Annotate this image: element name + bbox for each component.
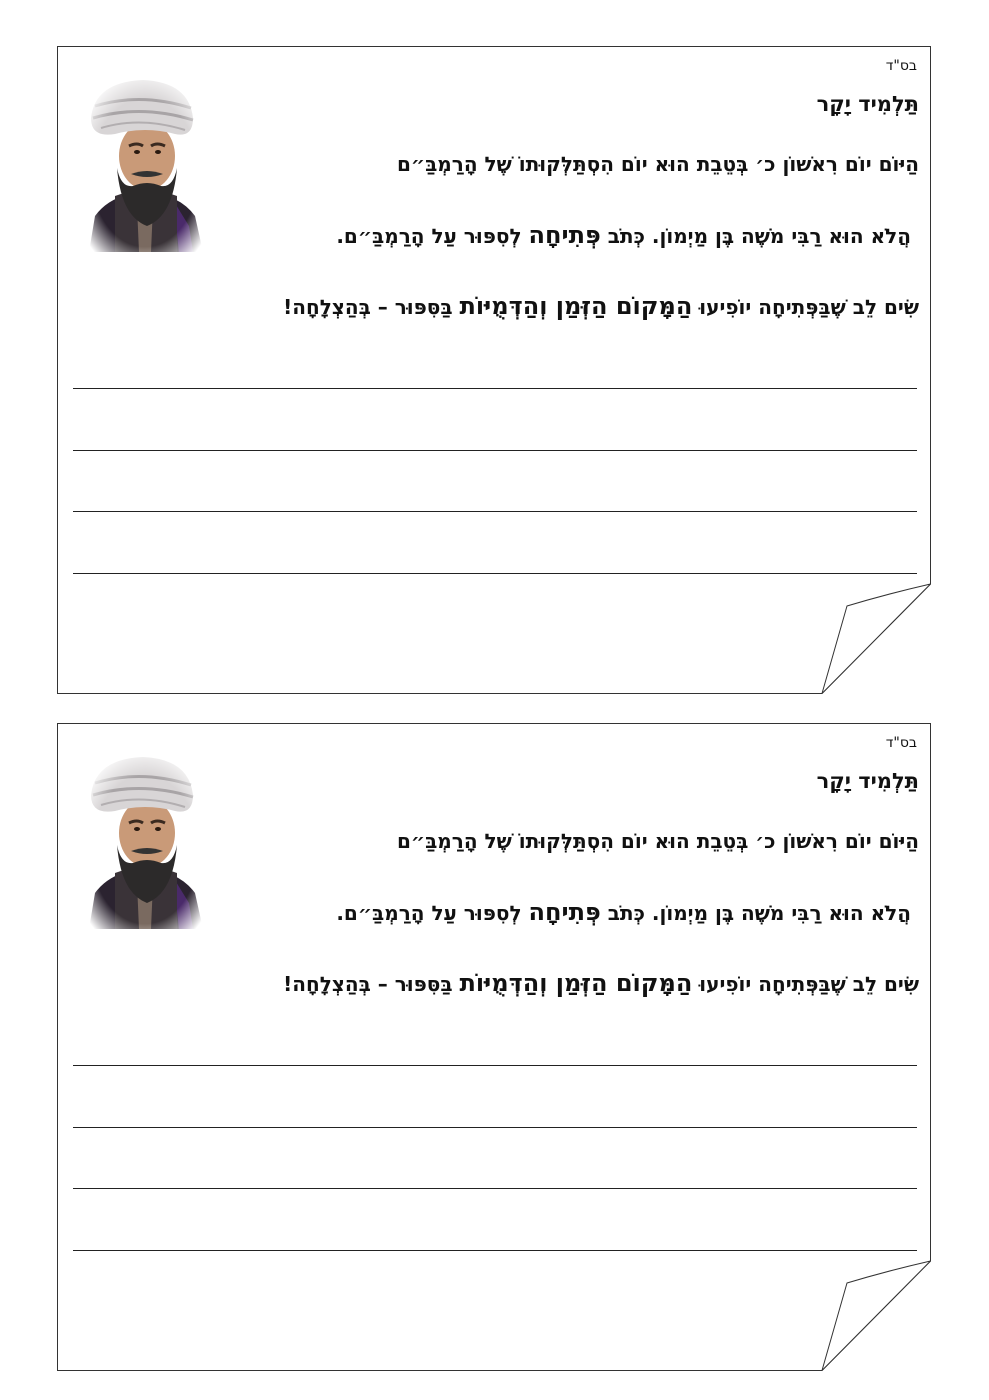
writing-line[interactable] (73, 1065, 917, 1066)
worksheet-card-1 (57, 46, 931, 694)
writing-line[interactable] (73, 1250, 917, 1251)
instruction-line-3: שִׂים לֵב שֶׁבַּפְּתִיחָה יוֹפִיעוּ הַמָּקוֹם הַזְּמַן וְהַדְּמֻיּוֹת בַּסִּפּוּר – בְּהַצְלָחָה! (283, 292, 919, 320)
rambam-portrait-icon (81, 753, 209, 929)
greeting-title: תַּלְמִיד יָקָר (816, 769, 919, 793)
writing-line[interactable] (73, 1188, 917, 1189)
writing-line[interactable] (73, 388, 917, 389)
instruction-line-1: הַיּוֹם יוֹם רִאשׁוֹן כ׳ בְּטֵבֵת הוּא יוֹם הִסְתַּלְּקוּתוֹ שֶׁל הָרַמְבַּ״ם (396, 829, 919, 853)
greeting-title: תַּלְמִיד יָקָר (816, 92, 919, 116)
bsd-header-mark: בס"ד (885, 58, 917, 74)
writing-line[interactable] (73, 511, 917, 512)
instruction-line-3: שִׂים לֵב שֶׁבַּפְּתִיחָה יוֹפִיעוּ הַמָּקוֹם הַזְּמַן וְהַדְּמֻיּוֹת בַּסִּפּוּר – בְּהַצְלָחָה! (283, 969, 919, 997)
writing-line[interactable] (73, 573, 917, 574)
writing-line[interactable] (73, 450, 917, 451)
worksheet-card-2 (57, 723, 931, 1371)
writing-line[interactable] (73, 1127, 917, 1128)
instruction-line-1: הַיּוֹם יוֹם רִאשׁוֹן כ׳ בְּטֵבֵת הוּא יוֹם הִסְתַּלְּקוּתוֹ שֶׁל הָרַמְבַּ״ם (396, 152, 919, 176)
instruction-line-2: הֲלֹא הוּא רַבִּי מֹשֶׁה בֶּן מַיְמוֹן. כְּתֹב פְּתִיחָה לְסִפּוּר עַל הָרַמְבַּ״ם. (336, 221, 911, 249)
rambam-portrait-icon (81, 76, 209, 252)
instruction-line-2: הֲלֹא הוּא רַבִּי מֹשֶׁה בֶּן מַיְמוֹן. כְּתֹב פְּתִיחָה לְסִפּוּר עַל הָרַמְבַּ״ם. (336, 898, 911, 926)
bsd-header-mark: בס"ד (885, 735, 917, 751)
